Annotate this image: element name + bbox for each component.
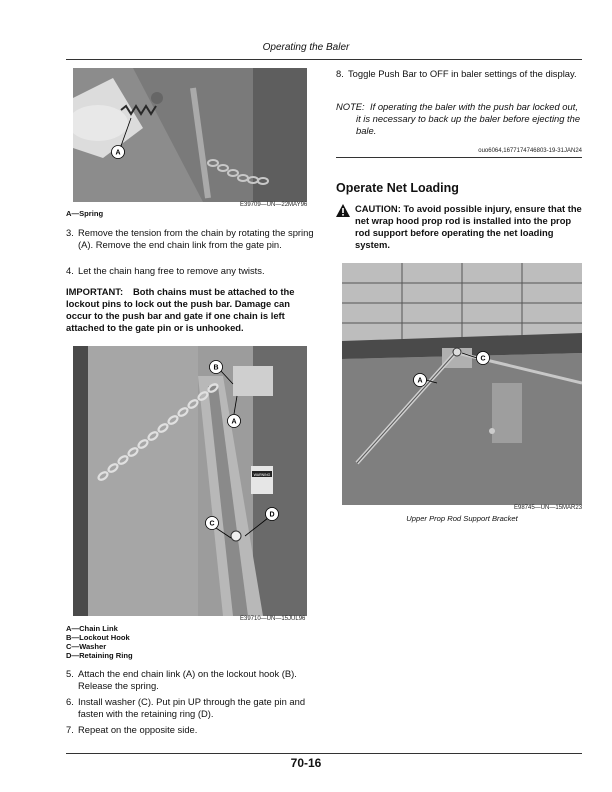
important-label: IMPORTANT:	[66, 286, 124, 297]
document-reference: ouo6064,1677174746803-19-31JAN24	[478, 148, 582, 154]
callout-c: C	[209, 520, 215, 528]
legend-item: A—Chain Link	[66, 624, 118, 633]
step-5	[66, 668, 316, 692]
section-rule	[336, 157, 582, 158]
figure-caption: Upper Prop Rod Support Bracket	[406, 514, 518, 523]
note-text: If operating the baler with the push bar locked out, it is necessary to back up the baler before ejecting the bale.	[356, 101, 581, 136]
step-number: 5.	[66, 668, 74, 679]
step-text: Repeat on the opposite side.	[78, 724, 198, 735]
step-6	[66, 696, 316, 720]
legend-item: B—Lockout Hook	[66, 633, 130, 642]
figure-code: E98745—UN—15MAR23	[514, 505, 583, 511]
legend-item: C—Washer	[66, 642, 107, 651]
callout-b: B	[213, 364, 219, 372]
caution-text-block	[336, 203, 582, 251]
step-3	[66, 227, 316, 251]
step-text: Attach the end chain link (A) on the lockout hook (B). Release the spring.	[78, 668, 297, 691]
step-text: Toggle Push Bar to OFF in baler settings of the display.	[348, 68, 577, 79]
running-header: Operating the Baler	[262, 42, 350, 53]
step-7	[66, 724, 316, 736]
caution-block	[336, 203, 582, 251]
step-8	[336, 68, 582, 80]
step-text: Install washer (C). Put pin UP through the gate pin and fasten with the retaining ring (D).	[78, 696, 306, 719]
step-number: 6.	[66, 696, 74, 707]
legend-item: D—Retaining Ring	[66, 651, 133, 660]
warning-triangle-icon	[336, 204, 350, 217]
step-number: 4.	[66, 265, 74, 276]
step-4	[66, 265, 316, 277]
callout-c: C	[480, 355, 486, 363]
step-number: 3.	[66, 227, 74, 238]
header-rule	[66, 59, 582, 60]
callout-a: A	[231, 418, 237, 426]
important-text: Both chains must be attached to the lockout pins to lock out the push bar. Damage can occur to the push bar and gate if one chain is left attached to the gate pin or is unhooked.	[66, 286, 295, 333]
legend-item: A—Spring	[66, 209, 104, 218]
warning-decal: WARNING	[253, 473, 271, 477]
callout-d: D	[269, 511, 275, 519]
callout-a: A	[115, 149, 121, 157]
figure-code: E39710—UN—15JUL96	[240, 616, 306, 622]
important-notice	[66, 286, 316, 333]
caution-label: CAUTION:	[355, 203, 401, 214]
note-label: NOTE:	[336, 101, 365, 112]
figure-legend	[66, 209, 103, 218]
step-number: 7.	[66, 724, 74, 735]
chain-lockout-photo	[73, 346, 307, 616]
step-text: Let the chain hang free to remove any twists.	[78, 265, 265, 276]
step-number: 8.	[336, 68, 344, 79]
figure-code: E39709—UN—22MAY96	[240, 202, 308, 208]
spring-photo	[73, 68, 307, 202]
caution-text: To avoid possible injury, ensure that the net wrap hood prop rod is installed into the prop rod support before operating the net loading system.	[355, 203, 582, 250]
step-text: Remove the tension from the chain by rotating the spring (A). Remove the end chain link from the gate pin.	[78, 227, 314, 250]
footer-rule	[66, 753, 582, 754]
note	[336, 101, 582, 137]
callout-a: A	[417, 377, 423, 385]
figure-legend	[66, 624, 133, 660]
page-number: 70-16	[290, 756, 322, 770]
prop-rod-photo	[342, 263, 582, 505]
section-title: Operate Net Loading	[336, 181, 459, 195]
